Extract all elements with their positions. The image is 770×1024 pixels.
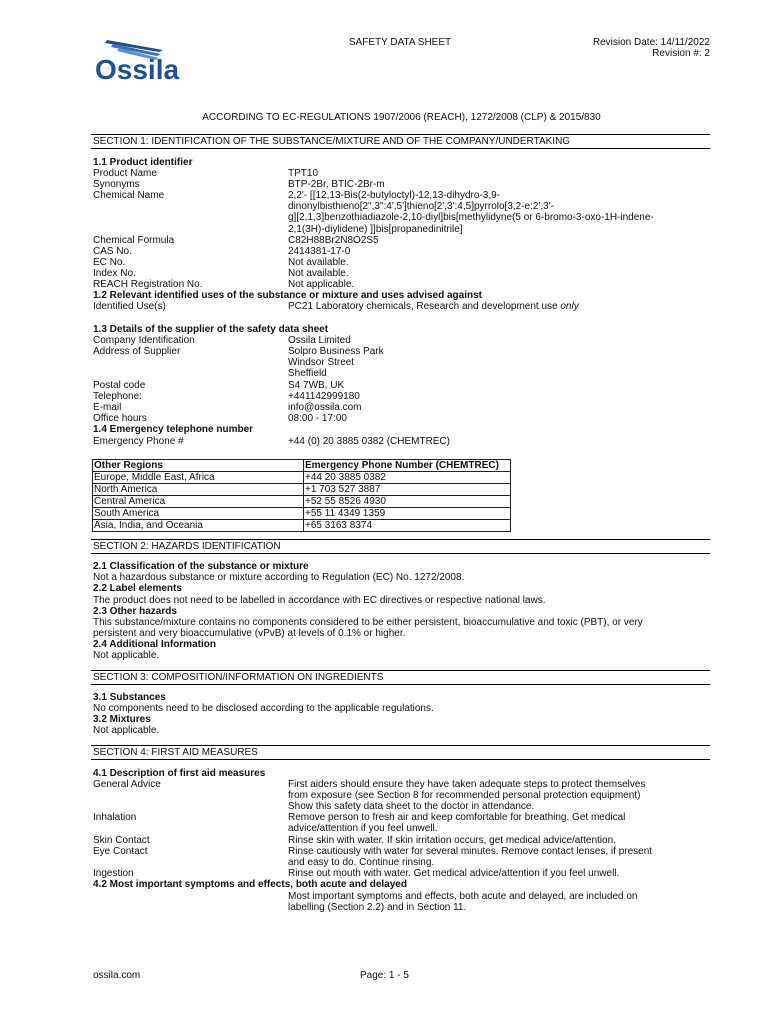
subheading-1-2: 1.2 Relevant identified uses of the substance or mixture and uses advised against xyxy=(93,290,483,301)
text-3-2: Not applicable. xyxy=(93,725,160,736)
section-1-header: SECTION 1: IDENTIFICATION OF THE SUBSTANCE/MIXTURE AND OF THE COMPANY/UNDERTAKING xyxy=(91,134,710,149)
footer-page-number: Page: 1 - 5 xyxy=(360,970,409,981)
subheading-2-4: 2.4 Additional Information xyxy=(93,639,216,650)
footer-site: ossila.com xyxy=(93,970,141,981)
regulations-line: ACCORDING TO EC-REGULATIONS 1907/2006 (REACH), 1272/2008 (CLP) & 2015/830 xyxy=(202,112,601,123)
doc-title: SAFETY DATA SHEET xyxy=(348,37,452,48)
subheading-3-1: 3.1 Substances xyxy=(93,692,166,703)
section-4-header: SECTION 4: FIRST AID MEASURES xyxy=(91,745,710,760)
subheading-2-3: 2.3 Other hazards xyxy=(93,606,177,617)
svg-text:Ossila: Ossila xyxy=(95,54,180,82)
subheading-4-2: 4.2 Most important symptoms and effects, both acute and delayed xyxy=(93,879,407,890)
text-2-3a: This substance/mixture contains no components considered to be either persistent, bioaccumulative and toxic (PBT), or very xyxy=(93,617,643,628)
revision-info xyxy=(560,37,710,59)
text-2-4: Not applicable. xyxy=(93,650,160,661)
table-header-row: Other Regions Emergency Phone Number (CHEMTREC) xyxy=(93,460,511,472)
table-row: Europe, Middle East, Africa +44 20 3885 0382 xyxy=(93,472,511,484)
table-row: North America +1 703 527 3887 xyxy=(93,484,511,496)
table-row: Asia, India, and Oceania +65 3163 8374 xyxy=(93,520,511,532)
text-2-1: Not a hazardous substance or mixture according to Regulation (EC) No. 1272/2008. xyxy=(93,572,465,583)
text-2-3b: persistent and very bioaccumulative (vPvB) at levels of 0.1% or higher. xyxy=(93,628,406,639)
text-2-2: The product does not need to be labelled in accordance with EC directives or respective national laws. xyxy=(93,595,546,606)
section-2-header: SECTION 2: HAZARDS IDENTIFICATION xyxy=(91,539,710,554)
subheading-3-2: 3.2 Mixtures xyxy=(93,714,151,725)
ossila-logo xyxy=(93,38,201,82)
table-row: South America +55 11 4349 1359 xyxy=(93,508,511,520)
subheading-4-1: 4.1 Description of first aid measures xyxy=(93,768,266,779)
subheading-1-3: 1.3 Details of the supplier of the safety data sheet xyxy=(93,324,329,335)
subheading-2-1: 2.1 Classification of the substance or mixture xyxy=(93,561,309,572)
subheading-1-4: 1.4 Emergency telephone number xyxy=(93,424,254,435)
emergency-regions-table xyxy=(92,459,511,532)
text-3-1: No components need to be disclosed according to the applicable regulations. xyxy=(93,703,434,714)
subheading-1-1: 1.1 Product identifier xyxy=(93,157,193,168)
subheading-2-2: 2.2 Label elements xyxy=(93,583,182,594)
revision-number: Revision #: 2 xyxy=(652,48,710,60)
revision-date: Revision Date: 14/11/2022 xyxy=(592,37,710,48)
section-3-header: SECTION 3: COMPOSITION/INFORMATION ON INGREDIENTS xyxy=(91,670,710,685)
table-row: Central America +52 55 8526 4930 xyxy=(93,496,511,508)
